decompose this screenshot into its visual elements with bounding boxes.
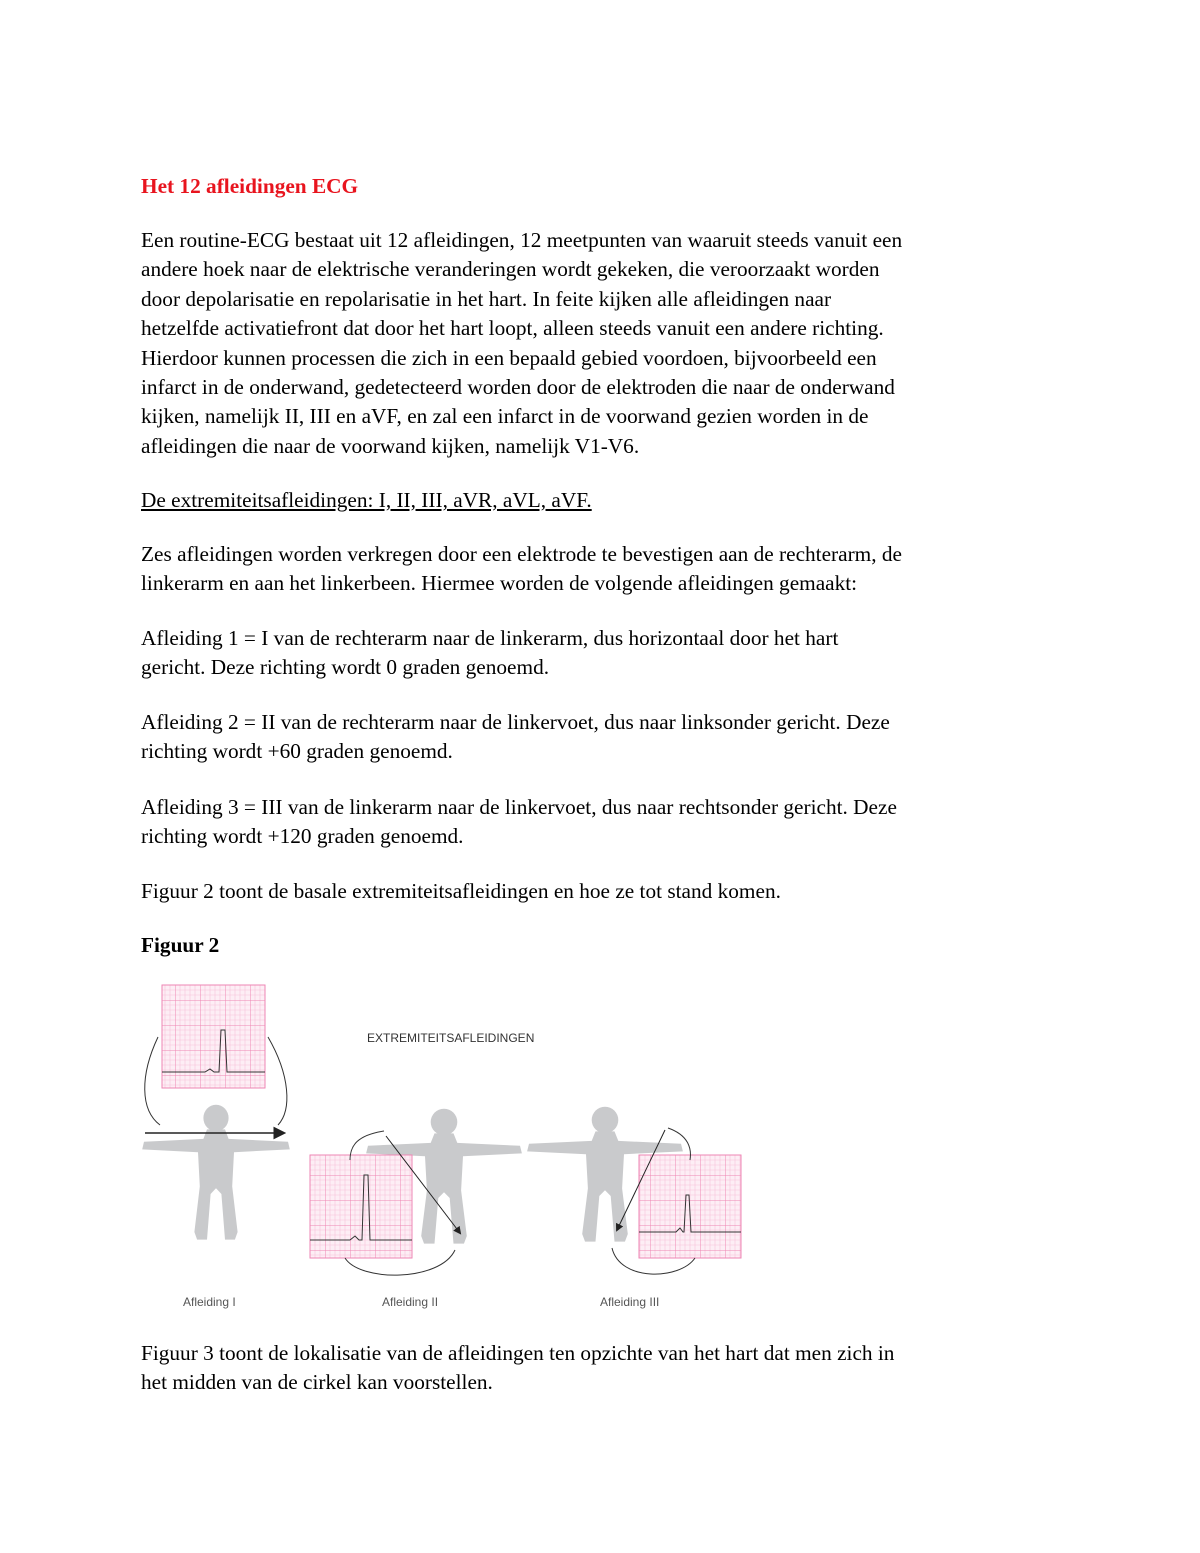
text-line: Figuur 3 toont de lokalisatie van de afleidingen ten opzichte van het hart dat men zich in [141, 1341, 895, 1365]
text-line: andere hoek naar de elektrische veranderingen wordt gekeken, die veroorzaakt worden [141, 257, 880, 282]
figure-2-intro: Figuur 2 toont de basale extremiteitsafleidingen en hoe ze tot stand komen. [141, 879, 781, 903]
lead-iii-panel [527, 1107, 741, 1309]
lead-i-connector [145, 1037, 160, 1125]
text-line: Afleiding 3 = III van de linkerarm naar de linkervoet, dus naar rechtsonder gericht. Deze [141, 795, 897, 819]
text-line: door depolarisatie en repolarisatie in het hart. In feite kijken alle afleidingen naar [141, 286, 832, 311]
caption-lead-iii: Afleiding III [600, 1295, 660, 1309]
figure-2-label: Figuur 2 [141, 933, 220, 957]
text-line: richting wordt +120 graden genoemd. [141, 824, 464, 849]
text-line: Een routine-ECG bestaat uit 12 afleidingen, 12 meetpunten van waaruit steeds vanuit een [141, 228, 903, 252]
text-line: infarct in de onderwand, gedetecteerd worden door de elektroden die naar de onderwand [141, 375, 895, 400]
text-line: Afleiding 2 = II van de rechterarm naar de linkervoet, dus naar linksonder gericht. Deze [141, 710, 890, 734]
text-line: Zes afleidingen worden verkregen door een elektrode te bevestigen aan de rechterarm, de [141, 542, 902, 566]
text-line: het midden van de cirkel kan voorstellen. [141, 1370, 493, 1395]
text-line: linkerarm en aan het linkerbeen. Hiermee worden de volgende afleidingen gemaakt: [141, 571, 858, 596]
ecg-grid-lead-ii [310, 1155, 412, 1258]
text-line: afleidingen die naar de voorwand kijken, namelijk V1-V6. [141, 433, 640, 458]
text-line: hetzelfde activatiefront dat door het hart loopt, alleen steeds vanuit een andere richting. [141, 316, 884, 341]
lead-i-panel [142, 985, 290, 1309]
document-title: Het 12 afleidingen ECG [141, 174, 359, 198]
text-line: richting wordt +60 graden genoemd. [141, 739, 453, 764]
body-figure-lead-i [142, 1105, 290, 1240]
text-line: kijken, namelijk II, III en aVF, en zal een infarct in de voorwand gezien worden in de [141, 404, 869, 429]
ecg-grid-lead-i [162, 985, 265, 1088]
caption-lead-i: Afleiding I [183, 1295, 236, 1309]
figure-heading: EXTREMITEITSAFLEIDINGEN [367, 1031, 535, 1045]
text-line: Afleiding 1 = I van de rechterarm naar de linkerarm, dus horizontaal door het hart [141, 626, 839, 650]
text-line: Hierdoor kunnen processen die zich in een bepaald gebied voordoen, bijvoorbeeld een [141, 345, 877, 370]
lead-ii-panel [310, 1109, 522, 1309]
lead-i-connector [268, 1037, 287, 1125]
caption-lead-ii: Afleiding II [382, 1295, 439, 1309]
text-line: gericht. Deze richting wordt 0 graden genoemd. [141, 655, 550, 680]
figure-3-intro [141, 1339, 1076, 1398]
limb-leads-subheading: De extremiteitsafleidingen: I, II, III, aVR, aVL, aVF. [141, 488, 592, 512]
